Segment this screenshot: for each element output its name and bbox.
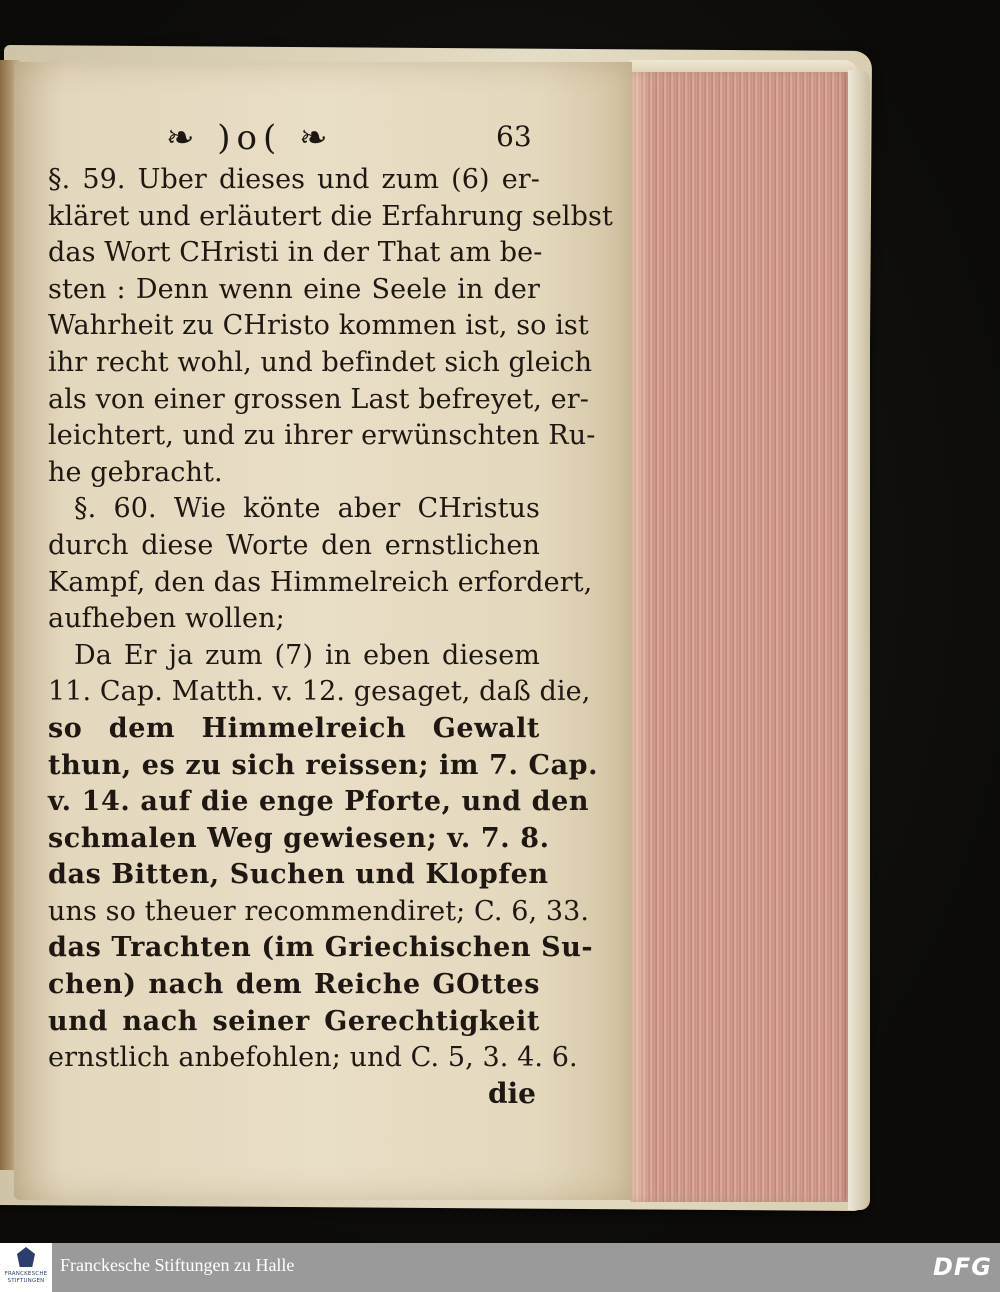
text-line: das Wort CHristi in der That am be- [48, 237, 543, 269]
text-line: §. 60. Wie könte aber CHristus [74, 493, 540, 525]
text-line: kläret und erläutert die Erfahrung selbst [48, 200, 613, 232]
text-line: schmalen Weg gewiesen; v. 7. 8. [48, 822, 550, 854]
text-line: ihr recht wohl, und befindet sich gleich [48, 346, 593, 378]
text-line: das Trachten (im Griechischen Su- [48, 932, 594, 964]
text-line: thun, es zu sich reissen; im 7. Cap. [48, 749, 599, 781]
footer-bar [0, 1243, 1000, 1292]
logo-text: FRANCKESCHE STIFTUNGEN [4, 1271, 48, 1284]
book-fore-edge [630, 72, 854, 1202]
catchword: die [487, 1076, 536, 1110]
page-header [48, 112, 540, 162]
page-text [48, 112, 613, 1111]
institution-logo[interactable] [0, 1243, 52, 1292]
dfg-logo[interactable]: DFG [932, 1253, 992, 1281]
text-line: das Bitten, Suchen und Klopfen [48, 859, 549, 891]
text-line: uns so theuer recommendiret; C. 6, 33. [48, 895, 590, 927]
text-line: ernstlich anbefohlen; und C. 5, 3. 4. 6. [48, 1042, 578, 1074]
text-line: als von einer grossen Last befreyet, er- [48, 383, 589, 415]
text-line: durch diese Worte den ernstlichen [48, 529, 540, 561]
franckesche-emblem-icon [17, 1247, 35, 1267]
book-binding-edge [848, 70, 870, 1210]
text-line: leichtert, und zu ihrer erwünschten Ru- [48, 420, 596, 452]
institution-name: Franckesche Stiftungen zu Halle [60, 1255, 295, 1275]
text-line: aufheben wollen; [48, 603, 285, 635]
text-line: und nach seiner Gerechtigkeit [48, 1005, 540, 1037]
text-line: he gebracht. [48, 456, 223, 488]
text-line: v. 14. auf die enge Pforte, und den [48, 786, 590, 818]
text-line: Wahrheit zu CHristo kommen ist, so ist [48, 310, 589, 342]
text-line: Kampf, den das Himmelreich erfordert, [48, 566, 593, 598]
text-line: sten : Denn wenn eine Seele in der [48, 273, 540, 305]
text-line: Da Er ja zum (7) in eben diesem [74, 639, 540, 671]
text-line: §. 59. Uber dieses und zum (6) er- [48, 164, 540, 195]
header-ornament: ❧ )o( ❧ [166, 118, 334, 158]
text-line: so dem Himmelreich Gewalt [48, 712, 540, 744]
text-line: chen) nach dem Reiche GOttes [48, 969, 540, 1001]
text-line: 11. Cap. Matth. v. 12. gesaget, daß die, [48, 676, 591, 708]
page-number: 63 [496, 120, 532, 153]
